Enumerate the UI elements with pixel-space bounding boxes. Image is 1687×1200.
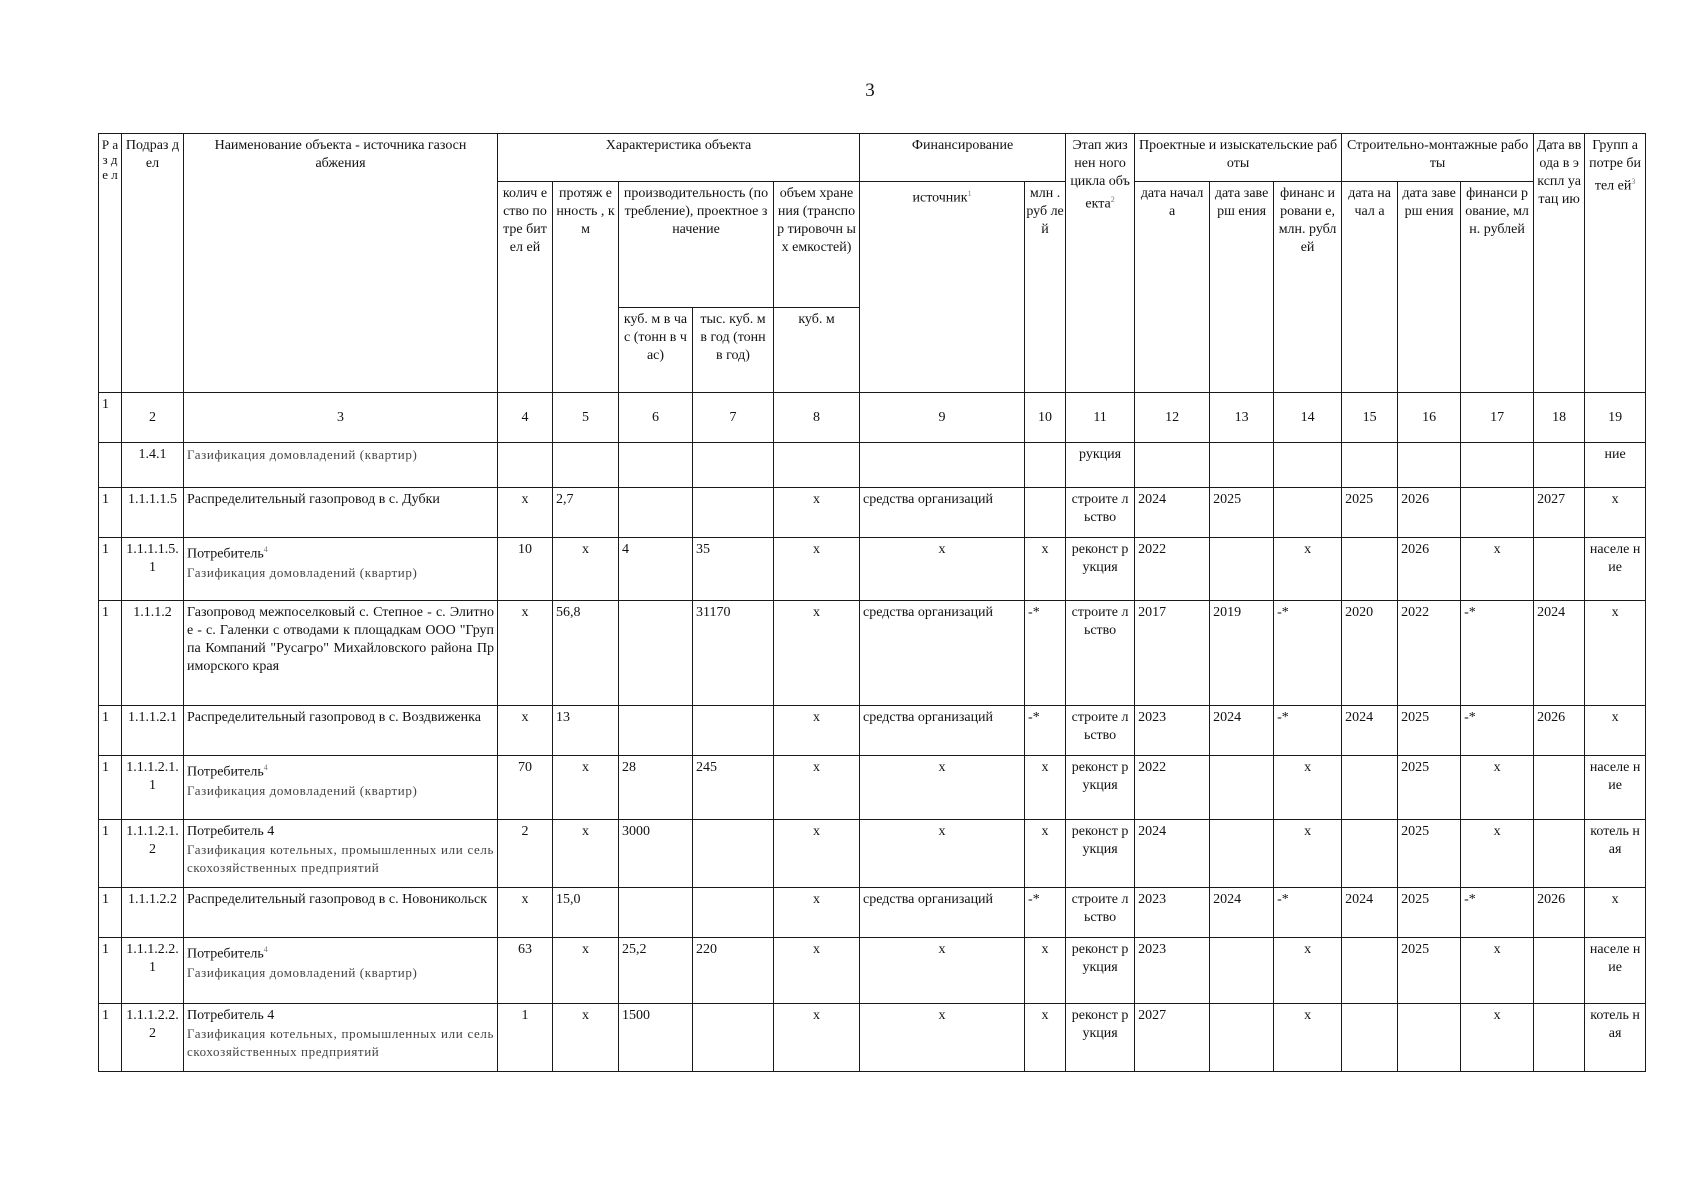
object-title-text: Потребитель (187, 946, 264, 962)
cell-c5: 13 (553, 706, 619, 756)
header-unit-hour: куб. м в час (тонн в час) (619, 308, 693, 393)
stage-label: Этап жизнен ного цикла объекта (1070, 138, 1130, 212)
cell-c6: 1500 (619, 1004, 693, 1072)
cell-object-name (184, 888, 498, 938)
cell-c11: строите льство (1066, 706, 1135, 756)
cell-c6: 4 (619, 538, 693, 601)
header-consumer-group (1585, 134, 1646, 393)
header-productivity: производительность (потребление), проектное значение (619, 182, 774, 308)
cell-c11: строите льство (1066, 601, 1135, 706)
cell-c5: x (553, 756, 619, 820)
cell-c13 (1210, 538, 1274, 601)
column-number: 11 (1066, 393, 1135, 443)
table-row (99, 488, 1646, 538)
cell-c19: x (1585, 488, 1646, 538)
column-number: 7 (693, 393, 774, 443)
object-title-text: Потребитель 4 (187, 824, 275, 839)
cell-c16 (1398, 1004, 1461, 1072)
object-subtitle: Газификация котельных, промышленных или сельскохозяйственных предприятий (187, 1026, 494, 1059)
source-label: источник (912, 190, 968, 206)
column-number: 4 (498, 393, 553, 443)
column-number-row (99, 393, 1646, 443)
cell-c14: x (1274, 938, 1342, 1004)
cell-c19: котель ная (1585, 820, 1646, 888)
cell-c9: x (860, 538, 1025, 601)
cell-c18 (1534, 756, 1585, 820)
object-title (187, 709, 494, 727)
object-title-text: Распределительный газопровод в с. Новоникольск (187, 892, 488, 907)
cell-c14: x (1274, 538, 1342, 601)
cell-c14: x (1274, 1004, 1342, 1072)
cell-c16: 2022 (1398, 601, 1461, 706)
table-row (99, 820, 1646, 888)
footnote-mark: 4 (263, 945, 268, 954)
column-number: 14 (1274, 393, 1342, 443)
cell-c5 (553, 443, 619, 488)
cell-c14: -* (1274, 706, 1342, 756)
object-subtitle: Газификация домовладений (квартир) (187, 447, 418, 462)
cell-object-name (184, 538, 498, 601)
cell-c8: x (774, 538, 860, 601)
cell-c4: x (498, 488, 553, 538)
object-title (187, 941, 494, 964)
object-title-text: Распределительный газопровод в с. Дубки (187, 492, 440, 507)
object-title (187, 491, 494, 509)
cell-c15 (1342, 820, 1398, 888)
footnote-mark: 4 (263, 763, 268, 772)
cell-c9: x (860, 938, 1025, 1004)
cell-c5: x (553, 538, 619, 601)
cell-c14: x (1274, 756, 1342, 820)
cell-c4: 1 (498, 1004, 553, 1072)
cell-c6 (619, 706, 693, 756)
cell-c4: 10 (498, 538, 553, 601)
column-number: 17 (1461, 393, 1534, 443)
cell-c2: 1.1.1.2.2.1 (122, 938, 184, 1004)
object-subtitle: Газификация домовладений (квартир) (187, 964, 418, 980)
cell-c12: 2023 (1135, 938, 1210, 1004)
cell-c17: x (1461, 538, 1534, 601)
cell-c15 (1342, 538, 1398, 601)
cell-c7: 245 (693, 756, 774, 820)
cell-c18 (1534, 820, 1585, 888)
column-number: 13 (1210, 393, 1274, 443)
cell-c13 (1210, 443, 1274, 488)
cell-c1: 1 (99, 488, 122, 538)
cell-c9: средства организаций (860, 488, 1025, 538)
cell-c9: x (860, 1004, 1025, 1072)
cell-c7: 35 (693, 538, 774, 601)
cell-c1: 1 (99, 538, 122, 601)
cell-c18 (1534, 538, 1585, 601)
cell-c8: x (774, 601, 860, 706)
cell-c12: 2017 (1135, 601, 1210, 706)
cell-c18: 2027 (1534, 488, 1585, 538)
cell-c2: 1.1.1.2.2 (122, 888, 184, 938)
cell-c2: 1.1.1.2 (122, 601, 184, 706)
cell-c10: -* (1025, 888, 1066, 938)
cell-object-name (184, 938, 498, 1004)
cell-c8: x (774, 756, 860, 820)
cell-c10: x (1025, 538, 1066, 601)
column-number: 10 (1025, 393, 1066, 443)
cell-c15: 2025 (1342, 488, 1398, 538)
cell-c9: средства организаций (860, 706, 1025, 756)
cell-c4: x (498, 888, 553, 938)
header-mln-rub: млн . руб лей (1025, 182, 1066, 393)
column-number: 19 (1585, 393, 1646, 443)
source-footnote: 1 (967, 189, 972, 198)
cell-c17: x (1461, 756, 1534, 820)
cell-c6 (619, 601, 693, 706)
cell-c7: 220 (693, 938, 774, 1004)
object-subtitle: Газификация домовладений (квартир) (187, 782, 418, 798)
group-label: Групп а потре бител ей (1589, 138, 1642, 194)
cell-c2: 1.1.1.1.5.1 (122, 538, 184, 601)
cell-c13: 2019 (1210, 601, 1274, 706)
column-number: 2 (122, 393, 184, 443)
cell-c6: 3000 (619, 820, 693, 888)
column-number: 9 (860, 393, 1025, 443)
cell-c4: 2 (498, 820, 553, 888)
cell-c1: 1 (99, 820, 122, 888)
cell-c13: 2024 (1210, 888, 1274, 938)
cell-c2: 1.1.1.2.1.2 (122, 820, 184, 888)
cell-c16: 2025 (1398, 820, 1461, 888)
cell-c1 (99, 443, 122, 488)
cell-c2: 1.1.1.2.2.2 (122, 1004, 184, 1072)
cell-c18: 2026 (1534, 888, 1585, 938)
column-number: 1 (99, 393, 122, 443)
table-row (99, 706, 1646, 756)
cell-c2: 1.1.1.2.1 (122, 706, 184, 756)
cell-c12: 2023 (1135, 706, 1210, 756)
cell-c13: 2024 (1210, 706, 1274, 756)
cell-c12: 2024 (1135, 488, 1210, 538)
cell-c7 (693, 1004, 774, 1072)
stage-footnote: 2 (1110, 195, 1115, 204)
column-number: 12 (1135, 393, 1210, 443)
cell-c17 (1461, 488, 1534, 538)
cell-c1: 1 (99, 601, 122, 706)
cell-c17 (1461, 443, 1534, 488)
object-title (187, 891, 494, 909)
cell-c17: -* (1461, 706, 1534, 756)
cell-c6: 25,2 (619, 938, 693, 1004)
table-row (99, 601, 1646, 706)
cell-c1: 1 (99, 888, 122, 938)
cell-c14 (1274, 443, 1342, 488)
cell-c8: x (774, 938, 860, 1004)
cell-c1: 1 (99, 1004, 122, 1072)
cell-c8 (774, 443, 860, 488)
cell-c14: -* (1274, 601, 1342, 706)
cell-c12: 2022 (1135, 756, 1210, 820)
object-title (187, 759, 494, 782)
cell-c1: 1 (99, 938, 122, 1004)
cell-c16: 2025 (1398, 756, 1461, 820)
cell-c12: 2023 (1135, 888, 1210, 938)
cell-c10 (1025, 443, 1066, 488)
cell-c10: x (1025, 1004, 1066, 1072)
cell-c6 (619, 443, 693, 488)
cell-c1: 1 (99, 706, 122, 756)
cell-c13 (1210, 938, 1274, 1004)
cell-c8: x (774, 820, 860, 888)
header-object-name: Наименование объекта - источника газоснабжения (184, 134, 498, 393)
cell-c11: реконст рукция (1066, 820, 1135, 888)
cell-c7 (693, 488, 774, 538)
cell-c18 (1534, 443, 1585, 488)
object-title-text: Потребитель 4 (187, 1008, 275, 1023)
column-number: 3 (184, 393, 498, 443)
cell-c19: ние (1585, 443, 1646, 488)
cell-c11: реконст рукция (1066, 1004, 1135, 1072)
cell-c13 (1210, 1004, 1274, 1072)
header-characteristic: Характеристика объекта (498, 134, 860, 182)
gas-supply-table (98, 133, 1646, 1072)
object-title (187, 823, 494, 841)
cell-c7 (693, 820, 774, 888)
cell-c10 (1025, 488, 1066, 538)
cell-c15: 2024 (1342, 706, 1398, 756)
cell-c8: x (774, 488, 860, 538)
cell-c11: рукция (1066, 443, 1135, 488)
header-unit-year: тыс. куб. м в год (тонн в год) (693, 308, 774, 393)
cell-c9: средства организаций (860, 888, 1025, 938)
cell-c19: x (1585, 888, 1646, 938)
cell-c2: 1.4.1 (122, 443, 184, 488)
cell-c12: 2027 (1135, 1004, 1210, 1072)
cell-c14: x (1274, 820, 1342, 888)
cell-object-name (184, 443, 498, 488)
header-construction-works: Строительно-монтажные работы (1342, 134, 1534, 182)
column-number: 5 (553, 393, 619, 443)
cell-object-name (184, 756, 498, 820)
cell-c17: x (1461, 820, 1534, 888)
header-design-start: дата начала (1135, 182, 1210, 393)
object-title (187, 604, 494, 676)
cell-c10: -* (1025, 601, 1066, 706)
cell-c6: 28 (619, 756, 693, 820)
cell-c7: 31170 (693, 601, 774, 706)
cell-c11: реконст рукция (1066, 538, 1135, 601)
cell-c11: реконст рукция (1066, 938, 1135, 1004)
header-cm-financing: финанси рование, млн. рублей (1461, 182, 1534, 393)
cell-c18 (1534, 1004, 1585, 1072)
cell-c15 (1342, 1004, 1398, 1072)
header-length: протяж енность , км (553, 182, 619, 393)
cell-c14 (1274, 488, 1342, 538)
cell-c5: x (553, 1004, 619, 1072)
cell-c19: x (1585, 706, 1646, 756)
cell-c8: x (774, 1004, 860, 1072)
cell-c19: населе ние (1585, 938, 1646, 1004)
cell-c6 (619, 888, 693, 938)
cell-c5: 56,8 (553, 601, 619, 706)
header-podrazdel: Подраз дел (122, 134, 184, 393)
cell-c15: 2024 (1342, 888, 1398, 938)
cell-c13 (1210, 820, 1274, 888)
cell-c8: x (774, 888, 860, 938)
object-subtitle: Газификация котельных, промышленных или сельскохозяйственных предприятий (187, 842, 494, 875)
group-footnote: 3 (1631, 177, 1636, 186)
cell-c18: 2024 (1534, 601, 1585, 706)
cell-c10: -* (1025, 706, 1066, 756)
header-design-end: дата заверш ения (1210, 182, 1274, 393)
cell-c19: x (1585, 601, 1646, 706)
cell-c18: 2026 (1534, 706, 1585, 756)
header-unit-storage: куб. м (774, 308, 860, 393)
table-row (99, 1004, 1646, 1072)
header-commission-date: Дата ввода в экспл уатац ию (1534, 134, 1585, 393)
cell-c13: 2025 (1210, 488, 1274, 538)
header-source (860, 182, 1025, 393)
cell-c11: реконст рукция (1066, 756, 1135, 820)
object-subtitle: Газификация домовладений (квартир) (187, 564, 418, 580)
table-row (99, 888, 1646, 938)
column-number: 8 (774, 393, 860, 443)
cell-c16: 2026 (1398, 538, 1461, 601)
cell-c5: 2,7 (553, 488, 619, 538)
object-title-text: Потребитель (187, 546, 264, 562)
column-number: 6 (619, 393, 693, 443)
cell-c16: 2025 (1398, 706, 1461, 756)
cell-c8: x (774, 706, 860, 756)
header-design-financing: финанс ировани е, млн. рублей (1274, 182, 1342, 393)
header-financing: Финансирование (860, 134, 1066, 182)
cell-c12: 2024 (1135, 820, 1210, 888)
object-title (187, 1007, 494, 1025)
header-consumers-count: колич ество потре бител ей (498, 182, 553, 393)
header-cm-end: дата заверш ения (1398, 182, 1461, 393)
cell-c16: 2026 (1398, 488, 1461, 538)
cell-c17: x (1461, 1004, 1534, 1072)
cell-c16 (1398, 443, 1461, 488)
column-number: 18 (1534, 393, 1585, 443)
cell-c10: x (1025, 938, 1066, 1004)
column-number: 15 (1342, 393, 1398, 443)
cell-object-name (184, 1004, 498, 1072)
object-title-text: Газопровод межпоселковый с. Степное - с. Элитное - с. Галенки с отводами к площадкам ООО "Группа Компаний "Русагро" Михайловского района Приморского края (187, 605, 494, 674)
cell-c12: 2022 (1135, 538, 1210, 601)
cell-c7 (693, 443, 774, 488)
header-cm-start: дата начал а (1342, 182, 1398, 393)
page-number: 3 (865, 80, 875, 101)
cell-c18 (1534, 938, 1585, 1004)
footnote-mark: 4 (263, 545, 268, 554)
cell-c19: населе ние (1585, 538, 1646, 601)
object-title (187, 541, 494, 564)
cell-c1: 1 (99, 756, 122, 820)
cell-c10: x (1025, 756, 1066, 820)
cell-c16: 2025 (1398, 888, 1461, 938)
cell-c11: строите льство (1066, 488, 1135, 538)
object-title-text: Потребитель (187, 764, 264, 780)
cell-c19: котель ная (1585, 1004, 1646, 1072)
cell-c13 (1210, 756, 1274, 820)
cell-c7 (693, 706, 774, 756)
cell-c7 (693, 888, 774, 938)
cell-c6 (619, 488, 693, 538)
cell-c11: строите льство (1066, 888, 1135, 938)
cell-c2: 1.1.1.2.1.1 (122, 756, 184, 820)
table-row (99, 938, 1646, 1004)
cell-c15: 2020 (1342, 601, 1398, 706)
cell-c17: -* (1461, 601, 1534, 706)
header-stage (1066, 134, 1135, 393)
table-row (99, 443, 1646, 488)
cell-c9 (860, 443, 1025, 488)
header-storage: объем хранения (транспор тировочн ых емкостей) (774, 182, 860, 308)
cell-c17: x (1461, 938, 1534, 1004)
cell-c5: x (553, 820, 619, 888)
cell-c2: 1.1.1.1.5 (122, 488, 184, 538)
cell-c4: x (498, 706, 553, 756)
cell-c4: 70 (498, 756, 553, 820)
cell-c4: x (498, 601, 553, 706)
cell-c17: -* (1461, 888, 1534, 938)
cell-c5: 15,0 (553, 888, 619, 938)
cell-c4: 63 (498, 938, 553, 1004)
cell-object-name (184, 488, 498, 538)
cell-object-name (184, 706, 498, 756)
cell-c15 (1342, 938, 1398, 1004)
cell-c15 (1342, 756, 1398, 820)
cell-c14: -* (1274, 888, 1342, 938)
cell-c9: средства организаций (860, 601, 1025, 706)
object-title-text: Распределительный газопровод в с. Воздвиженка (187, 710, 481, 725)
cell-c9: x (860, 820, 1025, 888)
table-row (99, 538, 1646, 601)
cell-c5: x (553, 938, 619, 1004)
cell-c12 (1135, 443, 1210, 488)
cell-object-name (184, 601, 498, 706)
cell-object-name (184, 820, 498, 888)
cell-c16: 2025 (1398, 938, 1461, 1004)
cell-c15 (1342, 443, 1398, 488)
header-design-works: Проектные и изыскательские работы (1135, 134, 1342, 182)
header-razdel: Р а з д е л (99, 134, 122, 393)
column-number: 16 (1398, 393, 1461, 443)
cell-c4 (498, 443, 553, 488)
table-row (99, 756, 1646, 820)
cell-c9: x (860, 756, 1025, 820)
cell-c19: населе ние (1585, 756, 1646, 820)
cell-c10: x (1025, 820, 1066, 888)
